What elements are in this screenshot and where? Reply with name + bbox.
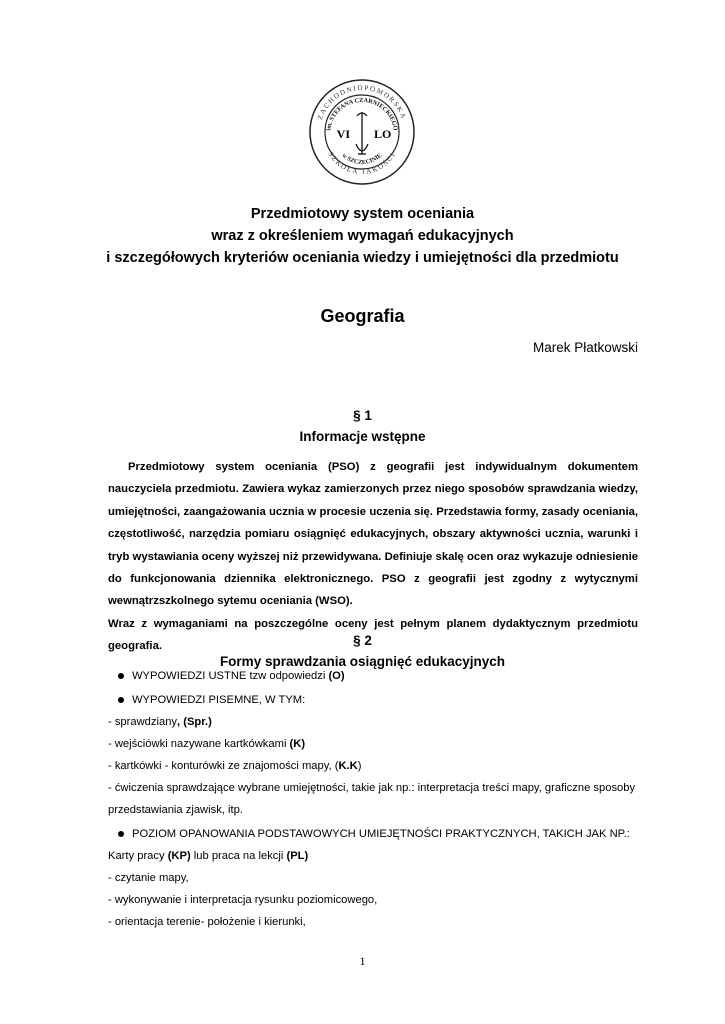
list-item [108, 915, 306, 929]
list-item [108, 871, 189, 885]
list-item [118, 669, 345, 683]
list-item-code-2: (PL) [286, 850, 309, 862]
list-item-text-2: lub praca na lekcji [193, 850, 284, 862]
school-seal [308, 78, 416, 186]
list-item-text: WYPOWIEDZI USTNE tzw odpowiedzi [132, 670, 326, 682]
list-item-text: - sprawdziany [108, 716, 178, 728]
bullet-icon [118, 831, 124, 837]
list-item-text: przedstawiania zjawisk, itp. [108, 804, 243, 816]
section-2-number: § 2 [353, 633, 372, 648]
list-item-text: - kartkówki - konturówki ze znajomości mapy, ( [108, 760, 339, 772]
seal-ring-top: ZACHODNIOPOMORSKA [315, 83, 409, 121]
section-1-title: Informacje wstępne [299, 429, 426, 444]
list-item-text: - czytanie mapy, [108, 872, 189, 884]
list-item [108, 893, 377, 907]
list-item-text: - orientacja terenie- położenie i kierunki, [108, 916, 306, 928]
subject-heading: Geografia [320, 306, 405, 326]
seal-inner-top: im. STEFANA CZARNIECKIEGO [325, 96, 399, 132]
list-item [118, 693, 305, 707]
seal-inner-bottom: w SZCZECINIE [340, 151, 384, 167]
seal-ring-bottom: SZKOŁA JAKOŚCI [326, 150, 398, 177]
page-number: 1 [359, 954, 366, 968]
document-title [0, 203, 725, 269]
list-item-text: POZIOM OPANOWANIA PODSTAWOWYCH UMIEJĘTNOŚCI PRAKTYCZNYCH, TAKICH JAK NP.: [132, 828, 630, 840]
section-2-heading [0, 630, 725, 672]
list-item-text: Karty pracy [108, 850, 165, 862]
title-line-3: i szczegółowych kryteriów oceniania wiedzy i umiejętności dla przedmiotu [106, 250, 619, 266]
intro-paragraph: Przedmiotowy system oceniania (PSO) z geografii jest indywidualnym dokumentem nauczyciela przedmiotu. Zawiera wykaz zamierzonych przez niego sposobów sprawdzania wiedzy, umiejętności, zaangażowania ucznia w procesie uczenia się. Przedstawia formy, zasady oceniania, częstotliwość, narzędzia pomiaru osiągnięć edukacyjnych, obszary aktywności ucznia, warunki i tryb wystawiania oceny wyższej niż przewidywana. Definiuje skalę ocen oraz wykazuje odniesienie do funkcjonowania dziennika elektronicznego. PSO z geografii jest zgodny z wytycznymi wewnątrzszkolnego sytemu oceniania (WSO). [108, 461, 638, 608]
author-name: Marek Płatkowski [532, 340, 638, 355]
list-item-text: - wykonywanie i interpretacja rysunku poziomicowego, [108, 894, 378, 906]
list-item-code: (KP) [167, 850, 191, 862]
list-item [118, 827, 630, 841]
list-item-code: K.K [338, 760, 358, 772]
section-1-number: § 1 [353, 408, 372, 423]
bullet-icon [118, 697, 124, 703]
seal-left-text: VI [336, 127, 350, 141]
list-item-text: - wejściówki nazywane kartkówkami [108, 738, 287, 750]
section-1-heading [0, 405, 725, 447]
list-item-end: ) [357, 760, 362, 772]
list-item-code: (K) [289, 738, 306, 750]
title-line-1: Przedmiotowy system oceniania [250, 206, 475, 222]
section-1-body [108, 456, 638, 658]
list-item [108, 737, 305, 751]
list-item-text: WYPOWIEDZI PISEMNE, W TYM: [132, 694, 306, 706]
list-item-code: , (Spr.) [177, 716, 212, 728]
bullet-icon [118, 673, 124, 679]
seal-pen-icon [356, 112, 368, 154]
seal-right-text: LO [374, 127, 392, 141]
section-2-title: Formy sprawdzania osiągnięć edukacyjnych [219, 654, 506, 669]
list-item [108, 759, 361, 773]
list-item-code: (O) [328, 670, 345, 682]
list-item [108, 849, 308, 863]
list-item [108, 715, 212, 729]
title-line-2: wraz z określeniem wymagań edukacyjnych [211, 228, 514, 244]
intro-paragraph-2: Wraz z wymaganiami na poszczególne oceny jest pełnym planem dydaktycznym przedmiotu geografia. [108, 617, 638, 653]
list-item-continuation [108, 803, 243, 817]
list-item [108, 781, 635, 795]
list-item-text: - ćwiczenia sprawdzające wybrane umiejętności, takie jak np.: interpretacja treści mapy, graficzne sposoby [108, 782, 636, 794]
